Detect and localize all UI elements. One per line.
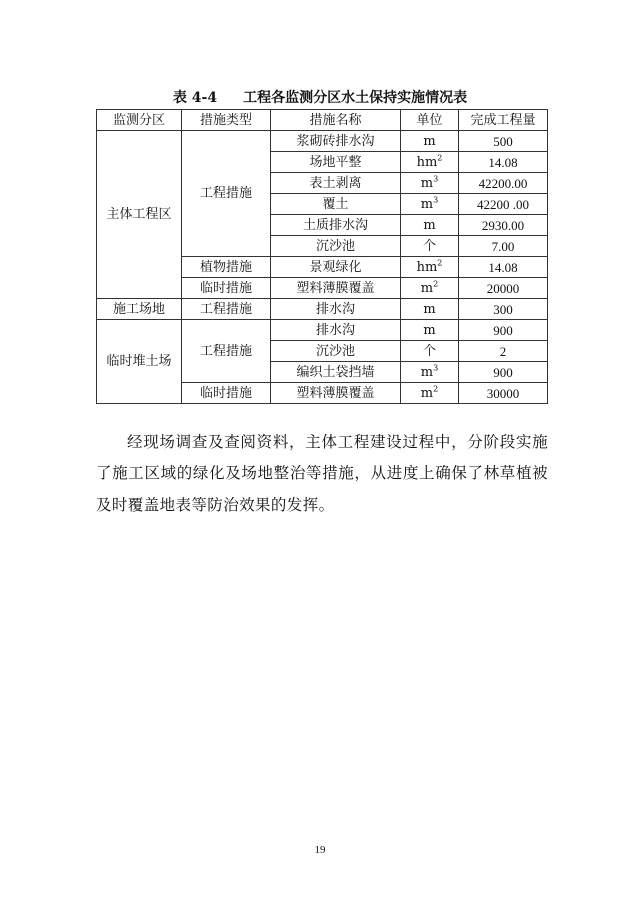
unit-exponent: 2: [437, 153, 443, 163]
unit-base: m: [420, 364, 434, 380]
unit-cell: [401, 278, 459, 299]
table-title: 工程各监测分区水土保持实施情况表: [243, 90, 468, 106]
type-cell: 临时措施: [182, 278, 271, 299]
qty-cell: 300: [459, 299, 548, 320]
unit-exponent: 3: [433, 363, 439, 373]
table-header-row: [97, 110, 548, 131]
zone-cell: 临时堆土场: [97, 320, 182, 404]
header-cell-name: 措施名称: [271, 110, 401, 131]
table-caption: [0, 89, 640, 107]
qty-cell: 7.00: [459, 236, 548, 257]
type-cell: 工程措施: [182, 320, 271, 383]
table-number: 表 4-4: [172, 90, 218, 106]
qty-cell: 500: [459, 131, 548, 152]
unit-base: 个: [422, 238, 436, 254]
qty-cell: 2930.00: [459, 215, 548, 236]
name-cell: 覆土: [271, 194, 401, 215]
qty-cell: 42200 .00: [459, 194, 548, 215]
unit-cell: [401, 131, 459, 152]
zone-cell: 主体工程区: [97, 131, 182, 299]
unit-base: m: [420, 385, 434, 401]
unit-cell: [401, 173, 459, 194]
header-cell-zone: 监测分区: [97, 110, 182, 131]
qty-cell: 30000: [459, 383, 548, 404]
unit-base: m: [420, 196, 434, 212]
header-cell-type: 措施类型: [182, 110, 271, 131]
body-paragraph: 经现场调查及查阅资料，主体工程建设过程中，分阶段实施了施工区域的绿化及场地整治等措施，从进度上确保了林草植被及时覆盖地表等防治效果的发挥。: [96, 432, 548, 514]
unit-cell: [401, 362, 459, 383]
type-cell: 工程措施: [182, 131, 271, 257]
name-cell: 沉沙池: [271, 341, 401, 362]
name-cell: 排水沟: [271, 299, 401, 320]
name-cell: 塑料薄膜覆盖: [271, 383, 401, 404]
type-cell: 植物措施: [182, 257, 271, 278]
unit-cell: [401, 152, 459, 173]
unit-exponent: 3: [433, 174, 439, 184]
unit-cell: [401, 194, 459, 215]
unit-base: m: [423, 133, 436, 149]
qty-cell: 20000: [459, 278, 548, 299]
type-cell: 临时措施: [182, 383, 271, 404]
unit-base: m: [420, 175, 434, 191]
qty-cell: 42200.00: [459, 173, 548, 194]
unit-cell: [401, 320, 459, 341]
unit-base: 个: [422, 343, 436, 359]
name-cell: 塑料薄膜覆盖: [271, 278, 401, 299]
table-row: [97, 299, 548, 320]
qty-cell: 14.08: [459, 152, 548, 173]
name-cell: 场地平整: [271, 152, 401, 173]
unit-cell: [401, 341, 459, 362]
qty-cell: 2: [459, 341, 548, 362]
unit-base: m: [423, 217, 436, 233]
name-cell: 排水沟: [271, 320, 401, 341]
header-cell-unit: 单位: [401, 110, 459, 131]
table-row: [97, 320, 548, 341]
unit-exponent: 2: [433, 279, 439, 289]
page-number: 19: [314, 844, 326, 856]
unit-cell: [401, 236, 459, 257]
unit-cell: [401, 383, 459, 404]
unit-cell: [401, 215, 459, 236]
qty-cell: 900: [459, 320, 548, 341]
name-cell: 土质排水沟: [271, 215, 401, 236]
table-row: [97, 131, 548, 152]
unit-base: m: [423, 301, 436, 317]
unit-exponent: 2: [433, 384, 439, 394]
unit-cell: [401, 257, 459, 278]
name-cell: 景观绿化: [271, 257, 401, 278]
unit-base: m: [420, 280, 434, 296]
qty-cell: 14.08: [459, 257, 548, 278]
name-cell: 编织土袋挡墙: [271, 362, 401, 383]
unit-exponent: 2: [437, 258, 443, 268]
measures-table: [96, 109, 548, 404]
unit-base: hm: [416, 154, 438, 170]
qty-cell: 900: [459, 362, 548, 383]
name-cell: 表土剥离: [271, 173, 401, 194]
type-cell: 工程措施: [182, 299, 271, 320]
unit-base: hm: [416, 259, 438, 275]
name-cell: 沉沙池: [271, 236, 401, 257]
unit-base: m: [423, 322, 436, 338]
name-cell: 浆砌砖排水沟: [271, 131, 401, 152]
unit-cell: [401, 299, 459, 320]
unit-exponent: 3: [433, 195, 439, 205]
zone-cell: 施工场地: [97, 299, 182, 320]
header-cell-qty: 完成工程量: [459, 110, 548, 131]
